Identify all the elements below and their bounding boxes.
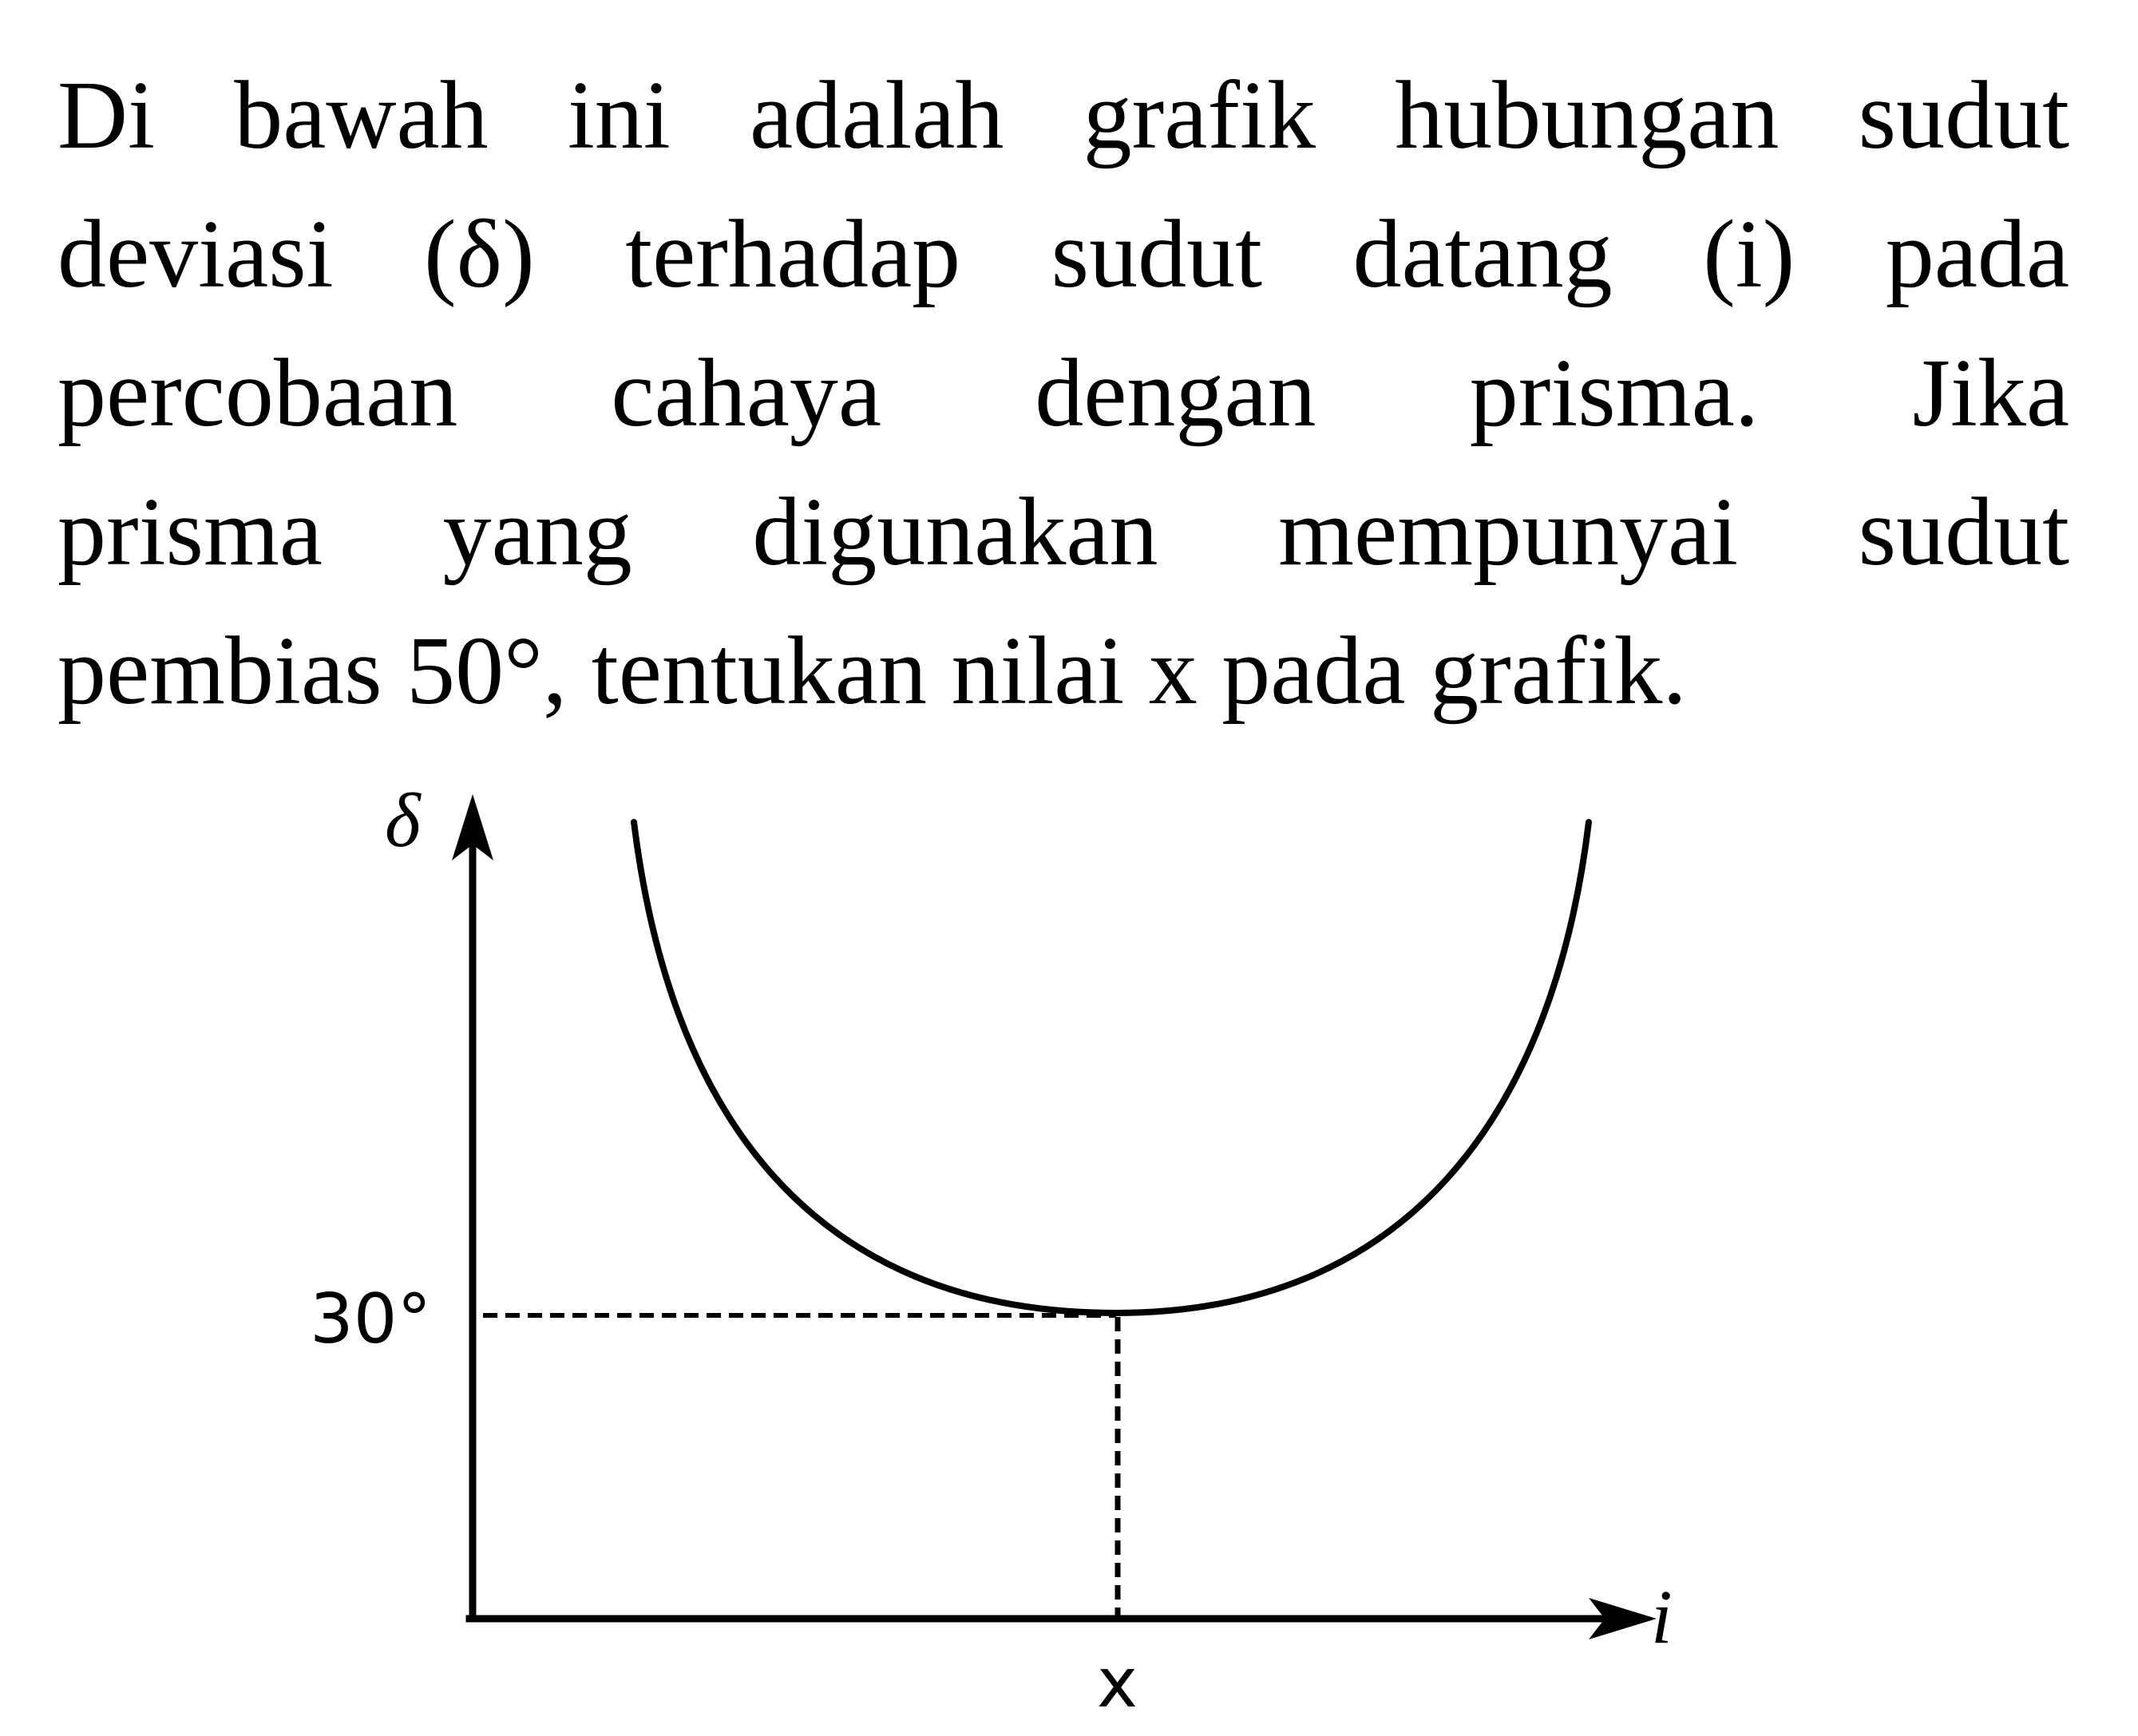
problem-line-3: percobaan cahaya dengan prisma. Jika <box>57 339 2069 447</box>
min-point-label: x <box>1097 1643 1138 1723</box>
problem-line-2: deviasi (δ) terhadap sudut datang (i) pada <box>57 200 2069 308</box>
x-axis-label: i <box>1651 1574 1673 1659</box>
deviation-curve <box>634 822 1589 1313</box>
problem-line-1: Di bawah ini adalah grafik hubungan sudut <box>57 61 2069 169</box>
problem-line-5: pembias 50°, tentukan nilai x pada grafik. <box>57 617 1687 725</box>
min-value-label: 30° <box>310 1279 432 1359</box>
y-axis-label: δ <box>385 777 421 863</box>
problem-line-4: prisma yang digunakan mempunyai sudut <box>57 478 2069 586</box>
